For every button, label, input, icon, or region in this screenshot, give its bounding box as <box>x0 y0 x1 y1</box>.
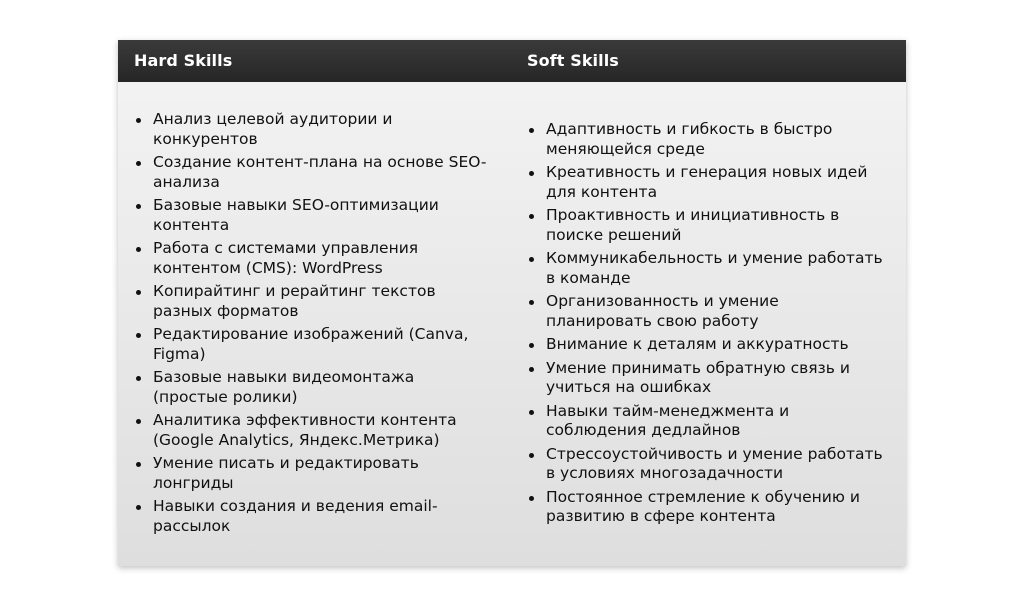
bullet-icon <box>136 290 141 295</box>
list-item <box>527 163 887 202</box>
bullet-icon <box>529 257 534 262</box>
list-item <box>134 454 494 493</box>
bullet-icon <box>529 367 534 372</box>
list-item <box>527 292 887 331</box>
list-item-text: Стрессоустойчивость и умение работать в условиях многозадачности <box>546 444 883 482</box>
list-item-text: Умение писать и редактировать лонгриды <box>153 454 419 492</box>
list-item-text: Креативность и генерация новых идей для контента <box>546 163 868 201</box>
list-item-text: Постоянное стремление к обучению и развитию в сфере контента <box>546 487 860 525</box>
bullet-icon <box>136 204 141 209</box>
soft-skills-header: Soft Skills <box>527 51 619 70</box>
skills-table <box>118 40 906 566</box>
bullet-icon <box>529 496 534 501</box>
list-item <box>527 120 887 159</box>
list-item-text: Аналитика эффективности контента (Google Analytics, Яндекс.Метрика) <box>153 411 457 449</box>
list-item <box>527 249 887 288</box>
soft-skills-list <box>527 120 887 527</box>
list-item-text: Редактирование изображений (Canva, Figma) <box>153 325 469 363</box>
hard-skills-list <box>134 110 494 536</box>
bullet-icon <box>136 462 141 467</box>
list-item <box>527 488 887 527</box>
list-item <box>527 335 887 355</box>
list-item-text: Анализ целевой аудитории и конкурентов <box>153 110 393 148</box>
list-item-text: Умение принимать обратную связь и учиться на ошибках <box>546 358 850 396</box>
list-item <box>134 368 494 407</box>
list-item-text: Базовые навыки видеомонтажа (простые ролики) <box>153 368 415 406</box>
list-item-text: Проактивность и инициативность в поиске решений <box>546 206 840 244</box>
list-item-text: Организованность и умение планировать свою работу <box>546 292 779 330</box>
bullet-icon <box>136 118 141 123</box>
list-item-text: Внимание к деталям и аккуратность <box>546 335 849 353</box>
list-item <box>527 359 887 398</box>
bullet-icon <box>529 343 534 348</box>
list-item-text: Базовые навыки SEO-оптимизации контента <box>153 196 439 234</box>
list-item <box>134 196 494 235</box>
list-item-text: Навыки создания и ведения email-рассылок <box>153 497 438 535</box>
list-item <box>527 206 887 245</box>
list-item <box>134 411 494 450</box>
table-header <box>118 40 906 82</box>
list-item <box>134 325 494 364</box>
list-item-text: Навыки тайм-менеджмента и соблюдения дедлайнов <box>546 401 790 439</box>
bullet-icon <box>529 128 534 133</box>
bullet-icon <box>529 300 534 305</box>
list-item <box>134 153 494 192</box>
bullet-icon <box>529 171 534 176</box>
hard-skills-column <box>134 110 494 540</box>
bullet-icon <box>136 161 141 166</box>
bullet-icon <box>136 247 141 252</box>
bullet-icon <box>529 214 534 219</box>
bullet-icon <box>136 376 141 381</box>
list-item-text: Адаптивность и гибкость в быстро меняющейся среде <box>546 120 833 158</box>
bullet-icon <box>529 410 534 415</box>
list-item <box>527 445 887 484</box>
bullet-icon <box>529 453 534 458</box>
list-item <box>527 402 887 441</box>
list-item-text: Работа с системами управления контентом (CMS): WordPress <box>153 239 419 277</box>
list-item-text: Создание контент-плана на основе SEO-анализа <box>153 153 487 191</box>
list-item <box>134 110 494 149</box>
list-item <box>134 282 494 321</box>
list-item <box>134 239 494 278</box>
hard-skills-header: Hard Skills <box>134 51 233 70</box>
list-item <box>134 497 494 536</box>
bullet-icon <box>136 333 141 338</box>
list-item-text: Копирайтинг и рерайтинг текстов разных форматов <box>153 282 436 320</box>
bullet-icon <box>136 419 141 424</box>
bullet-icon <box>136 505 141 510</box>
soft-skills-column <box>527 120 887 531</box>
list-item-text: Коммуникабельность и умение работать в команде <box>546 249 883 287</box>
